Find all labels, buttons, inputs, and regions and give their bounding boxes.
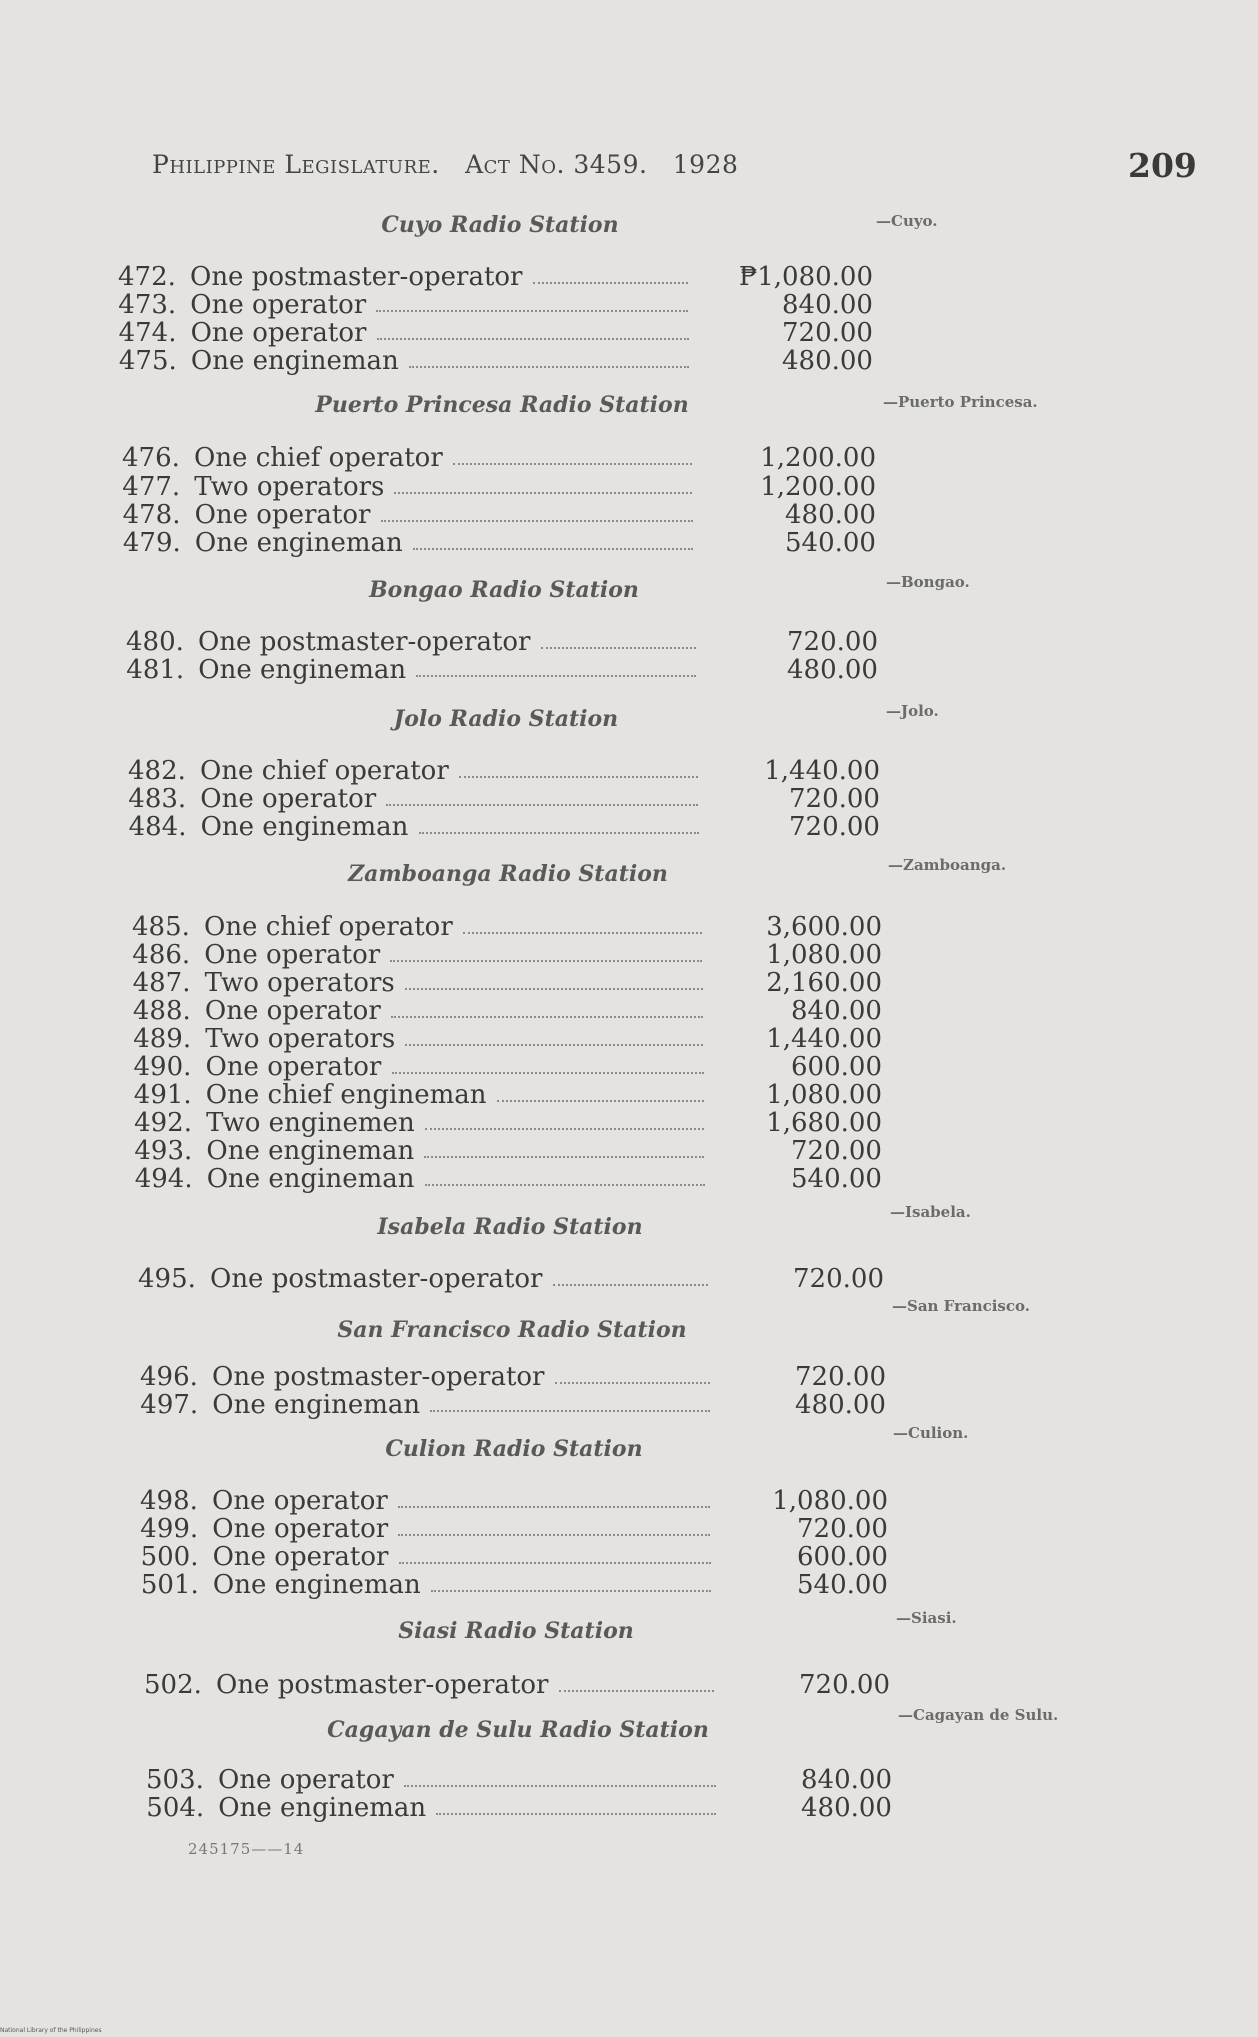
line-item <box>134 1136 882 1164</box>
station-heading: Cuyo Radio Station <box>381 212 619 238</box>
item-description: One operator <box>204 996 381 1026</box>
item-description: One operator <box>212 1542 389 1572</box>
item-amount: 720.00 <box>793 1264 884 1294</box>
item-description: One chief operator <box>194 443 443 473</box>
item-description: One engineman <box>194 528 403 558</box>
line-item <box>140 1390 886 1418</box>
dot-leader <box>541 647 696 649</box>
item-number: 488. <box>132 996 191 1026</box>
line-item <box>140 1514 888 1542</box>
running-title-act: Act No. 3459. <box>465 150 648 179</box>
item-amount: 3,600.00 <box>766 912 882 942</box>
item-amount: 1,080.00 <box>766 1080 882 1110</box>
margin-note: —Culion. <box>893 1424 969 1442</box>
item-amount: 1,080.00 <box>772 1486 888 1516</box>
item-number: 484. <box>128 812 187 842</box>
line-item <box>123 528 876 556</box>
item-description: One engineman <box>218 1793 427 1823</box>
item-number: 481. <box>126 655 185 685</box>
dot-leader <box>399 1562 711 1564</box>
item-number: 474. <box>118 318 177 348</box>
item-number: 500. <box>140 1542 199 1572</box>
line-item <box>119 318 873 346</box>
item-description: Two operators <box>194 472 385 502</box>
item-amount: 1,440.00 <box>766 1024 882 1054</box>
item-amount: 480.00 <box>787 655 878 685</box>
line-item <box>128 784 880 812</box>
item-number: 473. <box>118 290 177 320</box>
item-number: 495. <box>138 1264 196 1294</box>
item-number: 498. <box>140 1486 198 1516</box>
item-number: 494. <box>134 1164 193 1194</box>
item-amount: 600.00 <box>791 1052 882 1082</box>
dot-leader <box>392 1072 704 1074</box>
dot-leader <box>424 1156 704 1158</box>
line-item <box>141 1542 888 1570</box>
item-amount: 600.00 <box>797 1542 888 1572</box>
item-number: 493. <box>134 1136 193 1166</box>
dot-leader <box>391 1016 703 1018</box>
dot-leader <box>376 310 688 312</box>
item-description: One engineman <box>212 1390 421 1420</box>
item-amount: 720.00 <box>791 1136 882 1166</box>
dot-leader <box>377 338 689 340</box>
station-heading: Bongao Radio Station <box>369 577 639 603</box>
item-description: One postmaster-operator <box>198 627 531 657</box>
printer-code: 245175——14 <box>188 1840 305 1858</box>
item-description: One postmaster-operator <box>216 1670 549 1700</box>
item-description: One operator <box>212 1514 389 1544</box>
item-amount: 480.00 <box>801 1793 892 1823</box>
item-description: Two operators <box>204 968 395 998</box>
item-number: 472. <box>118 262 176 292</box>
line-item <box>132 940 882 968</box>
item-description: One operator <box>205 1052 382 1082</box>
item-amount: 720.00 <box>789 784 880 814</box>
line-item <box>144 1670 890 1698</box>
line-item <box>133 968 882 996</box>
item-number: 475. <box>118 346 177 376</box>
dot-leader <box>398 1534 710 1536</box>
item-amount: 720.00 <box>782 318 873 348</box>
item-amount: 840.00 <box>801 1765 892 1795</box>
item-description: One operator <box>212 1486 388 1516</box>
line-item <box>146 1765 892 1793</box>
line-item <box>134 1080 882 1108</box>
dot-leader <box>431 1590 711 1592</box>
item-description: One operator <box>218 1765 394 1795</box>
item-amount: 840.00 <box>791 996 882 1026</box>
line-item <box>134 1052 883 1080</box>
line-item <box>132 912 882 940</box>
dot-leader <box>386 804 698 806</box>
item-description: One postmaster-operator <box>190 262 523 292</box>
dot-leader <box>416 675 696 677</box>
dot-leader <box>398 1506 710 1508</box>
line-item <box>133 996 882 1024</box>
item-amount: 720.00 <box>787 627 878 657</box>
line-item <box>138 1264 884 1292</box>
line-item <box>128 756 880 784</box>
margin-note: —Bongao. <box>886 573 970 591</box>
scan-credit: National Library of the Philippines <box>0 2027 102 2034</box>
station-heading: Cagayan de Sulu Radio Station <box>327 1717 709 1743</box>
item-description: One postmaster-operator <box>212 1362 545 1392</box>
dot-leader <box>553 1284 708 1286</box>
item-description: One operator <box>200 784 377 814</box>
item-description: One chief operator <box>204 912 453 942</box>
line-item <box>133 1024 882 1052</box>
item-amount: 840.00 <box>782 290 873 320</box>
dot-leader <box>459 776 698 778</box>
item-description: Two enginemen <box>206 1108 415 1138</box>
item-description: One operator <box>190 318 367 348</box>
line-item <box>141 1570 888 1598</box>
item-description: One operator <box>190 290 367 320</box>
item-amount: 1,080.00 <box>766 940 882 970</box>
item-description: One engineman <box>198 655 407 685</box>
item-number: 483. <box>128 784 187 814</box>
line-item <box>134 1108 882 1136</box>
item-number: 504. <box>146 1793 205 1823</box>
item-amount: 540.00 <box>797 1570 888 1600</box>
item-number: 482. <box>128 756 186 786</box>
line-item <box>123 500 876 528</box>
item-amount: 480.00 <box>782 346 873 376</box>
line-item <box>122 443 876 471</box>
item-amount: 1,680.00 <box>766 1108 882 1138</box>
running-title-legislature: Philippine Legislature. <box>152 150 440 179</box>
item-number: 503. <box>146 1765 204 1795</box>
dot-leader <box>419 832 699 834</box>
station-heading: Culion Radio Station <box>385 1436 643 1462</box>
item-number: 491. <box>133 1080 192 1110</box>
dot-leader <box>405 1044 703 1046</box>
dot-leader <box>453 463 692 465</box>
line-item <box>129 812 880 840</box>
line-item <box>119 346 873 374</box>
dot-leader <box>409 366 689 368</box>
item-amount: 2,160.00 <box>766 968 882 998</box>
dot-leader <box>559 1690 714 1692</box>
item-amount: 1,440.00 <box>764 756 880 786</box>
item-amount: 1,200.00 <box>760 443 876 473</box>
item-amount: ₱1,080.00 <box>738 262 873 292</box>
item-description: Two operators <box>205 1024 396 1054</box>
dot-leader <box>463 932 702 934</box>
item-amount: 540.00 <box>791 1164 882 1194</box>
dot-leader <box>497 1100 704 1102</box>
item-number: 501. <box>140 1570 199 1600</box>
dot-leader <box>533 282 688 284</box>
item-number: 478. <box>122 500 181 530</box>
margin-note: —Puerto Princesa. <box>883 393 1038 411</box>
item-number: 486. <box>132 940 191 970</box>
item-amount: 480.00 <box>785 500 876 530</box>
dot-leader <box>425 1184 705 1186</box>
dot-leader <box>436 1813 716 1815</box>
line-item <box>126 627 878 655</box>
item-description: One chief operator <box>200 756 449 786</box>
dot-leader <box>390 960 702 962</box>
item-description: One engineman <box>212 1570 421 1600</box>
item-number: 476. <box>122 443 180 473</box>
dot-leader <box>425 1128 704 1130</box>
station-heading: Puerto Princesa Radio Station <box>315 392 689 418</box>
margin-note: —Cagayan de Sulu. <box>898 1706 1059 1724</box>
margin-note: —San Francisco. <box>892 1297 1030 1315</box>
station-heading: Zamboanga Radio Station <box>348 861 668 887</box>
margin-note: —Cuyo. <box>876 212 938 230</box>
item-number: 496. <box>140 1362 198 1392</box>
item-number: 502. <box>144 1670 202 1700</box>
item-amount: 720.00 <box>789 812 880 842</box>
item-number: 477. <box>122 472 181 502</box>
item-number: 489. <box>133 1024 192 1054</box>
item-amount: 720.00 <box>799 1670 890 1700</box>
item-number: 487. <box>132 968 191 998</box>
item-amount: 720.00 <box>797 1514 888 1544</box>
item-description: One engineman <box>206 1164 415 1194</box>
dot-leader <box>405 988 703 990</box>
margin-note: —Siasi. <box>896 1609 957 1627</box>
item-description: One operator <box>194 500 371 530</box>
line-item <box>140 1486 888 1514</box>
running-title-year: 1928 <box>672 150 739 179</box>
dot-leader <box>394 492 692 494</box>
running-header <box>152 150 738 179</box>
item-amount: 480.00 <box>795 1390 886 1420</box>
dot-leader <box>555 1382 710 1384</box>
page-number: 209 <box>1128 146 1197 185</box>
item-number: 492. <box>134 1108 192 1138</box>
item-number: 497. <box>140 1390 199 1420</box>
station-heading: San Francisco Radio Station <box>337 1317 687 1343</box>
item-description: One engineman <box>206 1136 415 1166</box>
dot-leader <box>430 1410 710 1412</box>
margin-note: —Isabela. <box>890 1203 971 1221</box>
line-item <box>126 655 878 683</box>
item-number: 480. <box>126 627 184 657</box>
dot-leader <box>413 548 693 550</box>
item-amount: 540.00 <box>785 528 876 558</box>
line-item <box>140 1362 886 1390</box>
line-item <box>118 290 873 318</box>
item-number: 499. <box>140 1514 199 1544</box>
item-description: One operator <box>204 940 381 970</box>
margin-note: —Zamboanga. <box>888 856 1007 874</box>
item-amount: 720.00 <box>795 1362 886 1392</box>
line-item <box>122 472 876 500</box>
dot-leader <box>404 1785 716 1787</box>
item-description: One engineman <box>190 346 399 376</box>
item-description: One engineman <box>200 812 409 842</box>
dot-leader <box>381 520 693 522</box>
item-number: 490. <box>133 1052 192 1082</box>
line-item <box>118 262 873 290</box>
item-description: One chief engineman <box>205 1080 487 1110</box>
station-heading: Isabela Radio Station <box>377 1214 643 1240</box>
margin-note: —Jolo. <box>886 702 939 720</box>
line-item <box>146 1793 892 1821</box>
item-number: 479. <box>122 528 181 558</box>
station-heading: Jolo Radio Station <box>393 706 619 732</box>
station-heading: Siasi Radio Station <box>398 1618 634 1644</box>
item-number: 485. <box>132 912 190 942</box>
item-amount: 1,200.00 <box>760 472 876 502</box>
item-description: One postmaster-operator <box>210 1264 543 1294</box>
line-item <box>135 1164 882 1192</box>
